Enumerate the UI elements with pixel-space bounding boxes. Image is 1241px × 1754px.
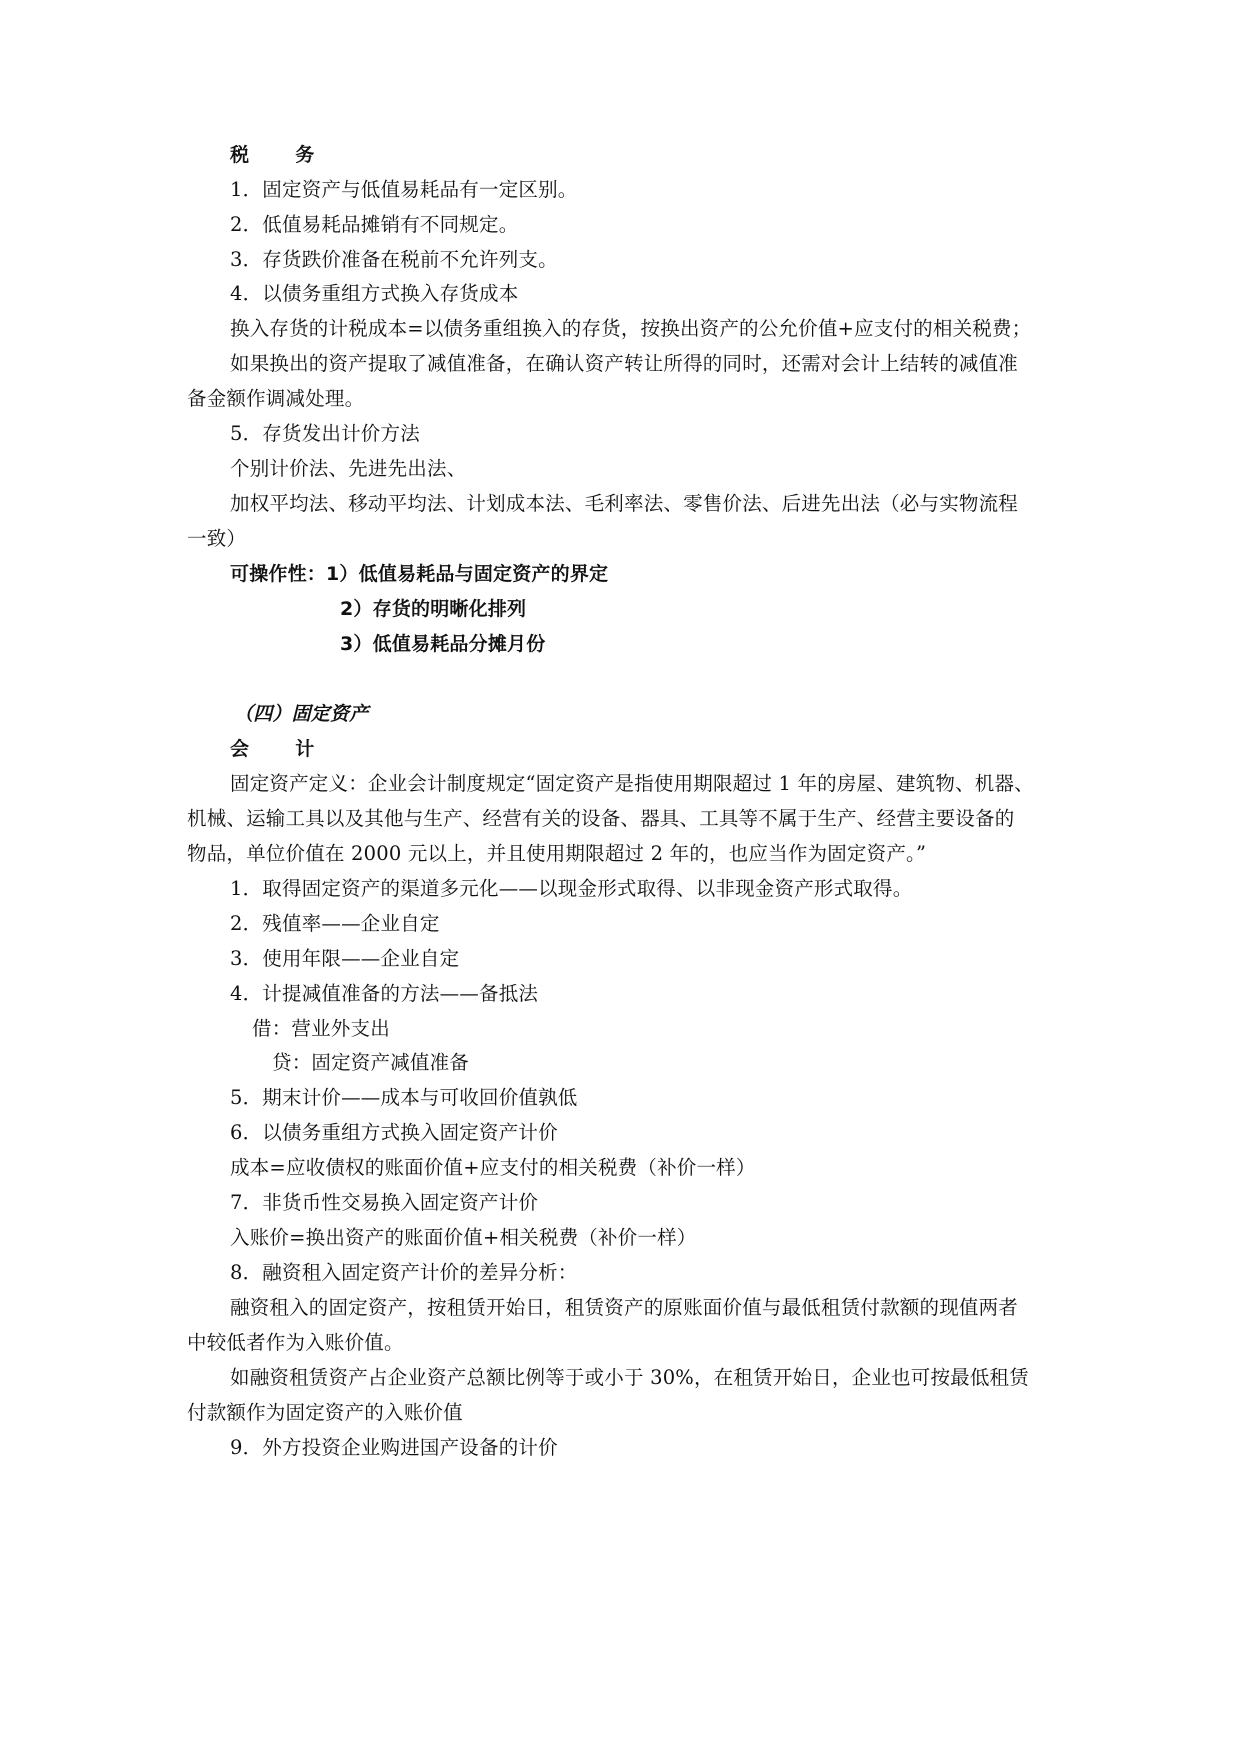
fa-item-4: 4．计提减值准备的方法——备抵法	[230, 982, 539, 1005]
fa-item-3: 3．使用年限——企业自定	[230, 947, 460, 970]
definition-line-3: 物品，单位价值在 2000 元以上，并且使用期限超过 2 年的，也应当作为固定资产。”	[187, 842, 927, 865]
fa-item-8: 8．融资租入固定资产计价的差异分析：	[230, 1261, 578, 1284]
fa-item-1: 1．取得固定资产的渠道多元化——以现金形式取得、以非现金资产形式取得。	[230, 877, 913, 900]
accounting-heading	[230, 736, 314, 762]
fa-item-6: 6．以债务重组方式换入固定资产计价	[230, 1121, 558, 1144]
journal-debit: 借：营业外支出	[252, 1017, 390, 1040]
fa-item-5: 5．期末计价——成本与可收回价值孰低	[230, 1086, 578, 1109]
tax-cost-line: 换入存货的计税成本=以债务重组换入的存货，按换出资产的公允价值+应支付的相关税费；	[230, 317, 1032, 340]
fa-item-9: 9．外方投资企业购进国产设备的计价	[230, 1436, 558, 1459]
tax-heading-char-1: 税	[230, 144, 250, 166]
tax-heading-char-2: 务	[295, 144, 315, 166]
tax-item-1: 1．固定资产与低值易耗品有一定区别。	[230, 178, 578, 201]
lease-line-4: 付款额作为固定资产的入账价值	[187, 1401, 463, 1424]
tax-impair-line-1: 如果换出的资产提取了减值准备，在确认资产转让所得的同时，还需对会计上结转的减值准	[230, 352, 1019, 375]
journal-credit: 贷：固定资产减值准备	[272, 1051, 470, 1074]
lease-line-1: 融资租入的固定资产，按租赁开始日，租赁资产的原账面价值与最低租赁付款额的现值两者	[230, 1296, 1019, 1319]
accounting-heading-char-2: 计	[295, 738, 315, 760]
definition-line-2: 机械、运输工具以及其他与生产、经营有关的设备、器具、工具等不属于生产、经营主要设备的	[187, 807, 1015, 830]
operability-item-3: 3）低值易耗品分摊月份	[340, 633, 546, 655]
tax-methods-line-2: 加权平均法、移动平均法、计划成本法、毛利率法、零售价法、后进先出法（必与实物流程	[230, 492, 1019, 515]
fa-item-6-detail: 成本=应收债权的账面价值+应支付的相关税费（补价一样）	[230, 1156, 756, 1179]
tax-heading	[230, 142, 314, 168]
fa-item-2: 2．残值率——企业自定	[230, 912, 440, 935]
tax-impair-line-2: 备金额作调减处理。	[187, 387, 365, 410]
lease-line-3: 如融资租赁资产占企业资产总额比例等于或小于 30%，在租赁开始日，企业也可按最低租赁	[230, 1366, 1029, 1389]
operability-label: 可操作性：1）低值易耗品与固定资产的界定	[230, 563, 609, 585]
tax-methods-line-1: 个别计价法、先进先出法、	[230, 457, 467, 480]
operability-item-2: 2）存货的明晰化排列	[340, 598, 527, 620]
tax-item-4: 4．以债务重组方式换入存货成本	[230, 282, 519, 305]
tax-item-3: 3．存货跌价准备在税前不允许列支。	[230, 248, 558, 271]
fa-item-7: 7．非货币性交易换入固定资产计价	[230, 1191, 539, 1214]
fa-item-7-detail: 入账价=换出资产的账面价值+相关税费（补价一样）	[230, 1226, 697, 1249]
definition-line-1: 固定资产定义：企业会计制度规定“固定资产是指使用期限超过 1 年的房屋、建筑物、机器、	[230, 772, 1034, 795]
tax-item-2: 2．低值易耗品摊销有不同规定。	[230, 213, 519, 236]
lease-line-2: 中较低者作为入账价值。	[187, 1331, 404, 1354]
tax-methods-line-3: 一致）	[187, 527, 247, 550]
section-title-fixed-assets: （四）固定资产	[234, 703, 369, 725]
accounting-heading-char-1: 会	[230, 738, 250, 760]
tax-item-5: 5．存货发出计价方法	[230, 422, 420, 445]
